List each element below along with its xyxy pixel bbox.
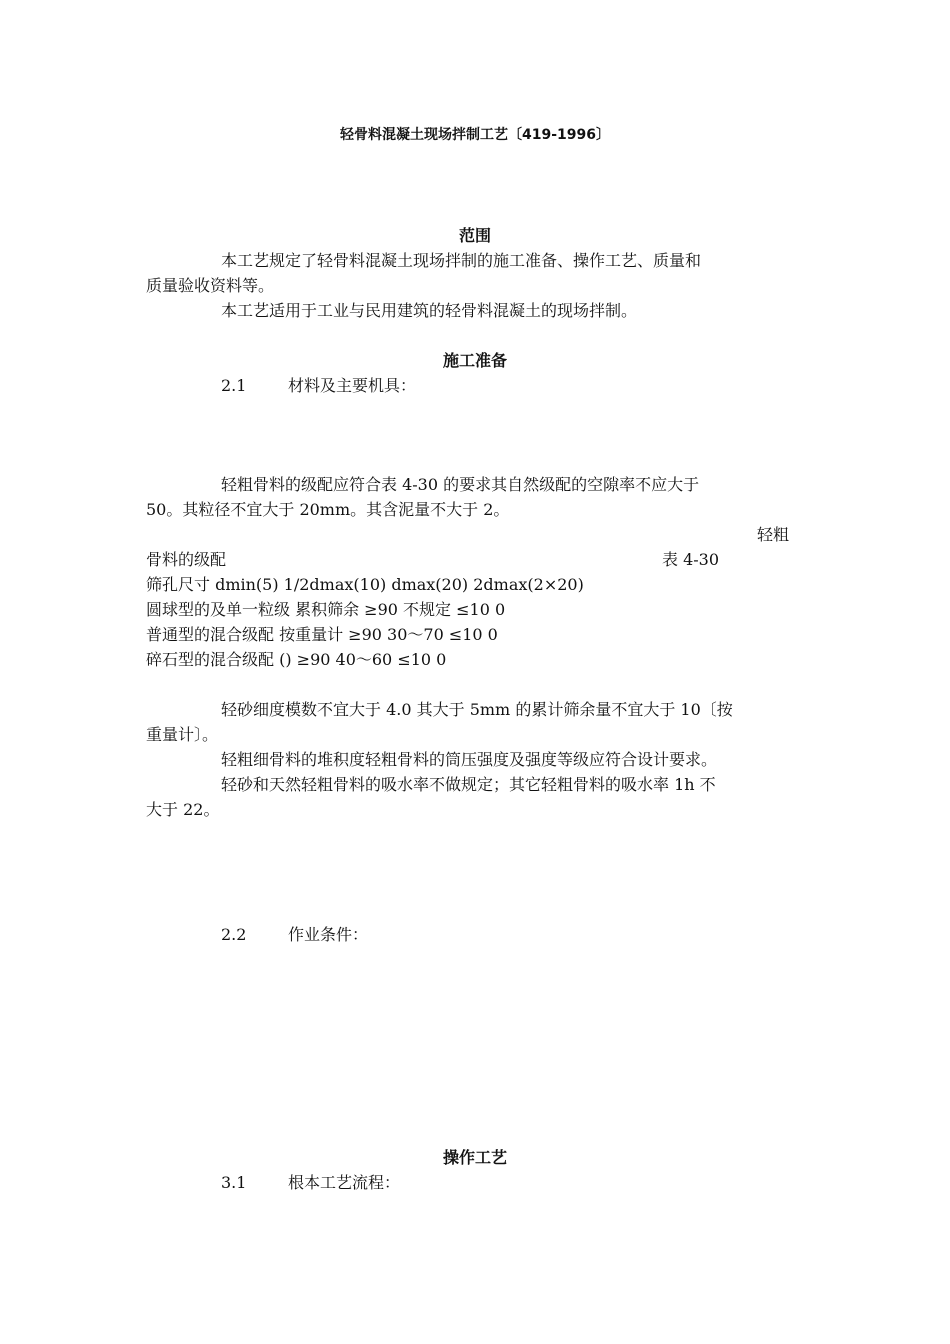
item-number-3-1: 3.1 bbox=[221, 1173, 247, 1192]
paragraph-applicability: 本工艺适用于工业与民用建筑的轻骨料混凝土的现场拌制。 bbox=[221, 301, 638, 320]
document-title: 轻骨料混凝土现场拌制工艺〔419-1996〕 bbox=[340, 127, 610, 143]
table-row: 圆球型的及单一粒级 累积筛余 ≥90 不规定 ≤10 0 bbox=[146, 600, 506, 619]
section-heading-operation: 操作工艺 bbox=[442, 1148, 507, 1167]
paragraph-scope-line2: 质量验收资料等。 bbox=[146, 276, 275, 295]
table-number: 表 4-30 bbox=[662, 550, 720, 569]
paragraph-coarse-aggregate-line1: 轻粗骨料的级配应符合表 4-30 的要求其自然级配的空隙率不应大于 bbox=[221, 475, 700, 494]
item-number-2-2: 2.2 bbox=[221, 925, 247, 944]
item-number-2-1: 2.1 bbox=[221, 376, 247, 395]
table-caption-part1: 轻粗 bbox=[757, 525, 790, 544]
paragraph-water-absorption-line1: 轻砂和天然轻粗骨料的吸水率不做规定；其它轻粗骨料的吸水率 1h 不 bbox=[221, 775, 716, 794]
section-heading-preparation: 施工准备 bbox=[442, 351, 507, 370]
table-row: 碎石型的混合级配 () ≥90 40～60 ≤10 0 bbox=[146, 650, 447, 669]
section-heading-scope: 范围 bbox=[458, 226, 491, 245]
paragraph-light-sand-line1: 轻砂细度模数不宜大于 4.0 其大于 5mm 的累计筛余量不宜大于 10〔按 bbox=[221, 700, 733, 719]
item-text-work-conditions: 作业条件： bbox=[288, 925, 369, 944]
paragraph-bulk-density: 轻粗细骨料的堆积度轻粗骨料的筒压强度及强度等级应符合设计要求。 bbox=[221, 750, 718, 769]
paragraph-coarse-aggregate-line2: 50。其粒径不宜大于 20mm。其含泥量不大于 2。 bbox=[146, 500, 510, 519]
paragraph-water-absorption-line2: 大于 22。 bbox=[146, 800, 220, 819]
item-text-process-flow: 根本工艺流程： bbox=[288, 1173, 401, 1192]
paragraph-scope-line1: 本工艺规定了轻骨料混凝土现场拌制的施工准备、操作工艺、质量和 bbox=[221, 251, 702, 270]
item-text-materials: 材料及主要机具： bbox=[288, 376, 417, 395]
paragraph-light-sand-line2: 重量计〕。 bbox=[146, 725, 219, 744]
table-row: 筛孔尺寸 dmin(5) 1/2dmax(10) dmax(20) 2dmax(2×20) bbox=[146, 575, 584, 594]
table-row: 普通型的混合级配 按重量计 ≥90 30～70 ≤10 0 bbox=[146, 625, 498, 644]
table-caption-part2: 骨料的级配 bbox=[146, 550, 227, 569]
